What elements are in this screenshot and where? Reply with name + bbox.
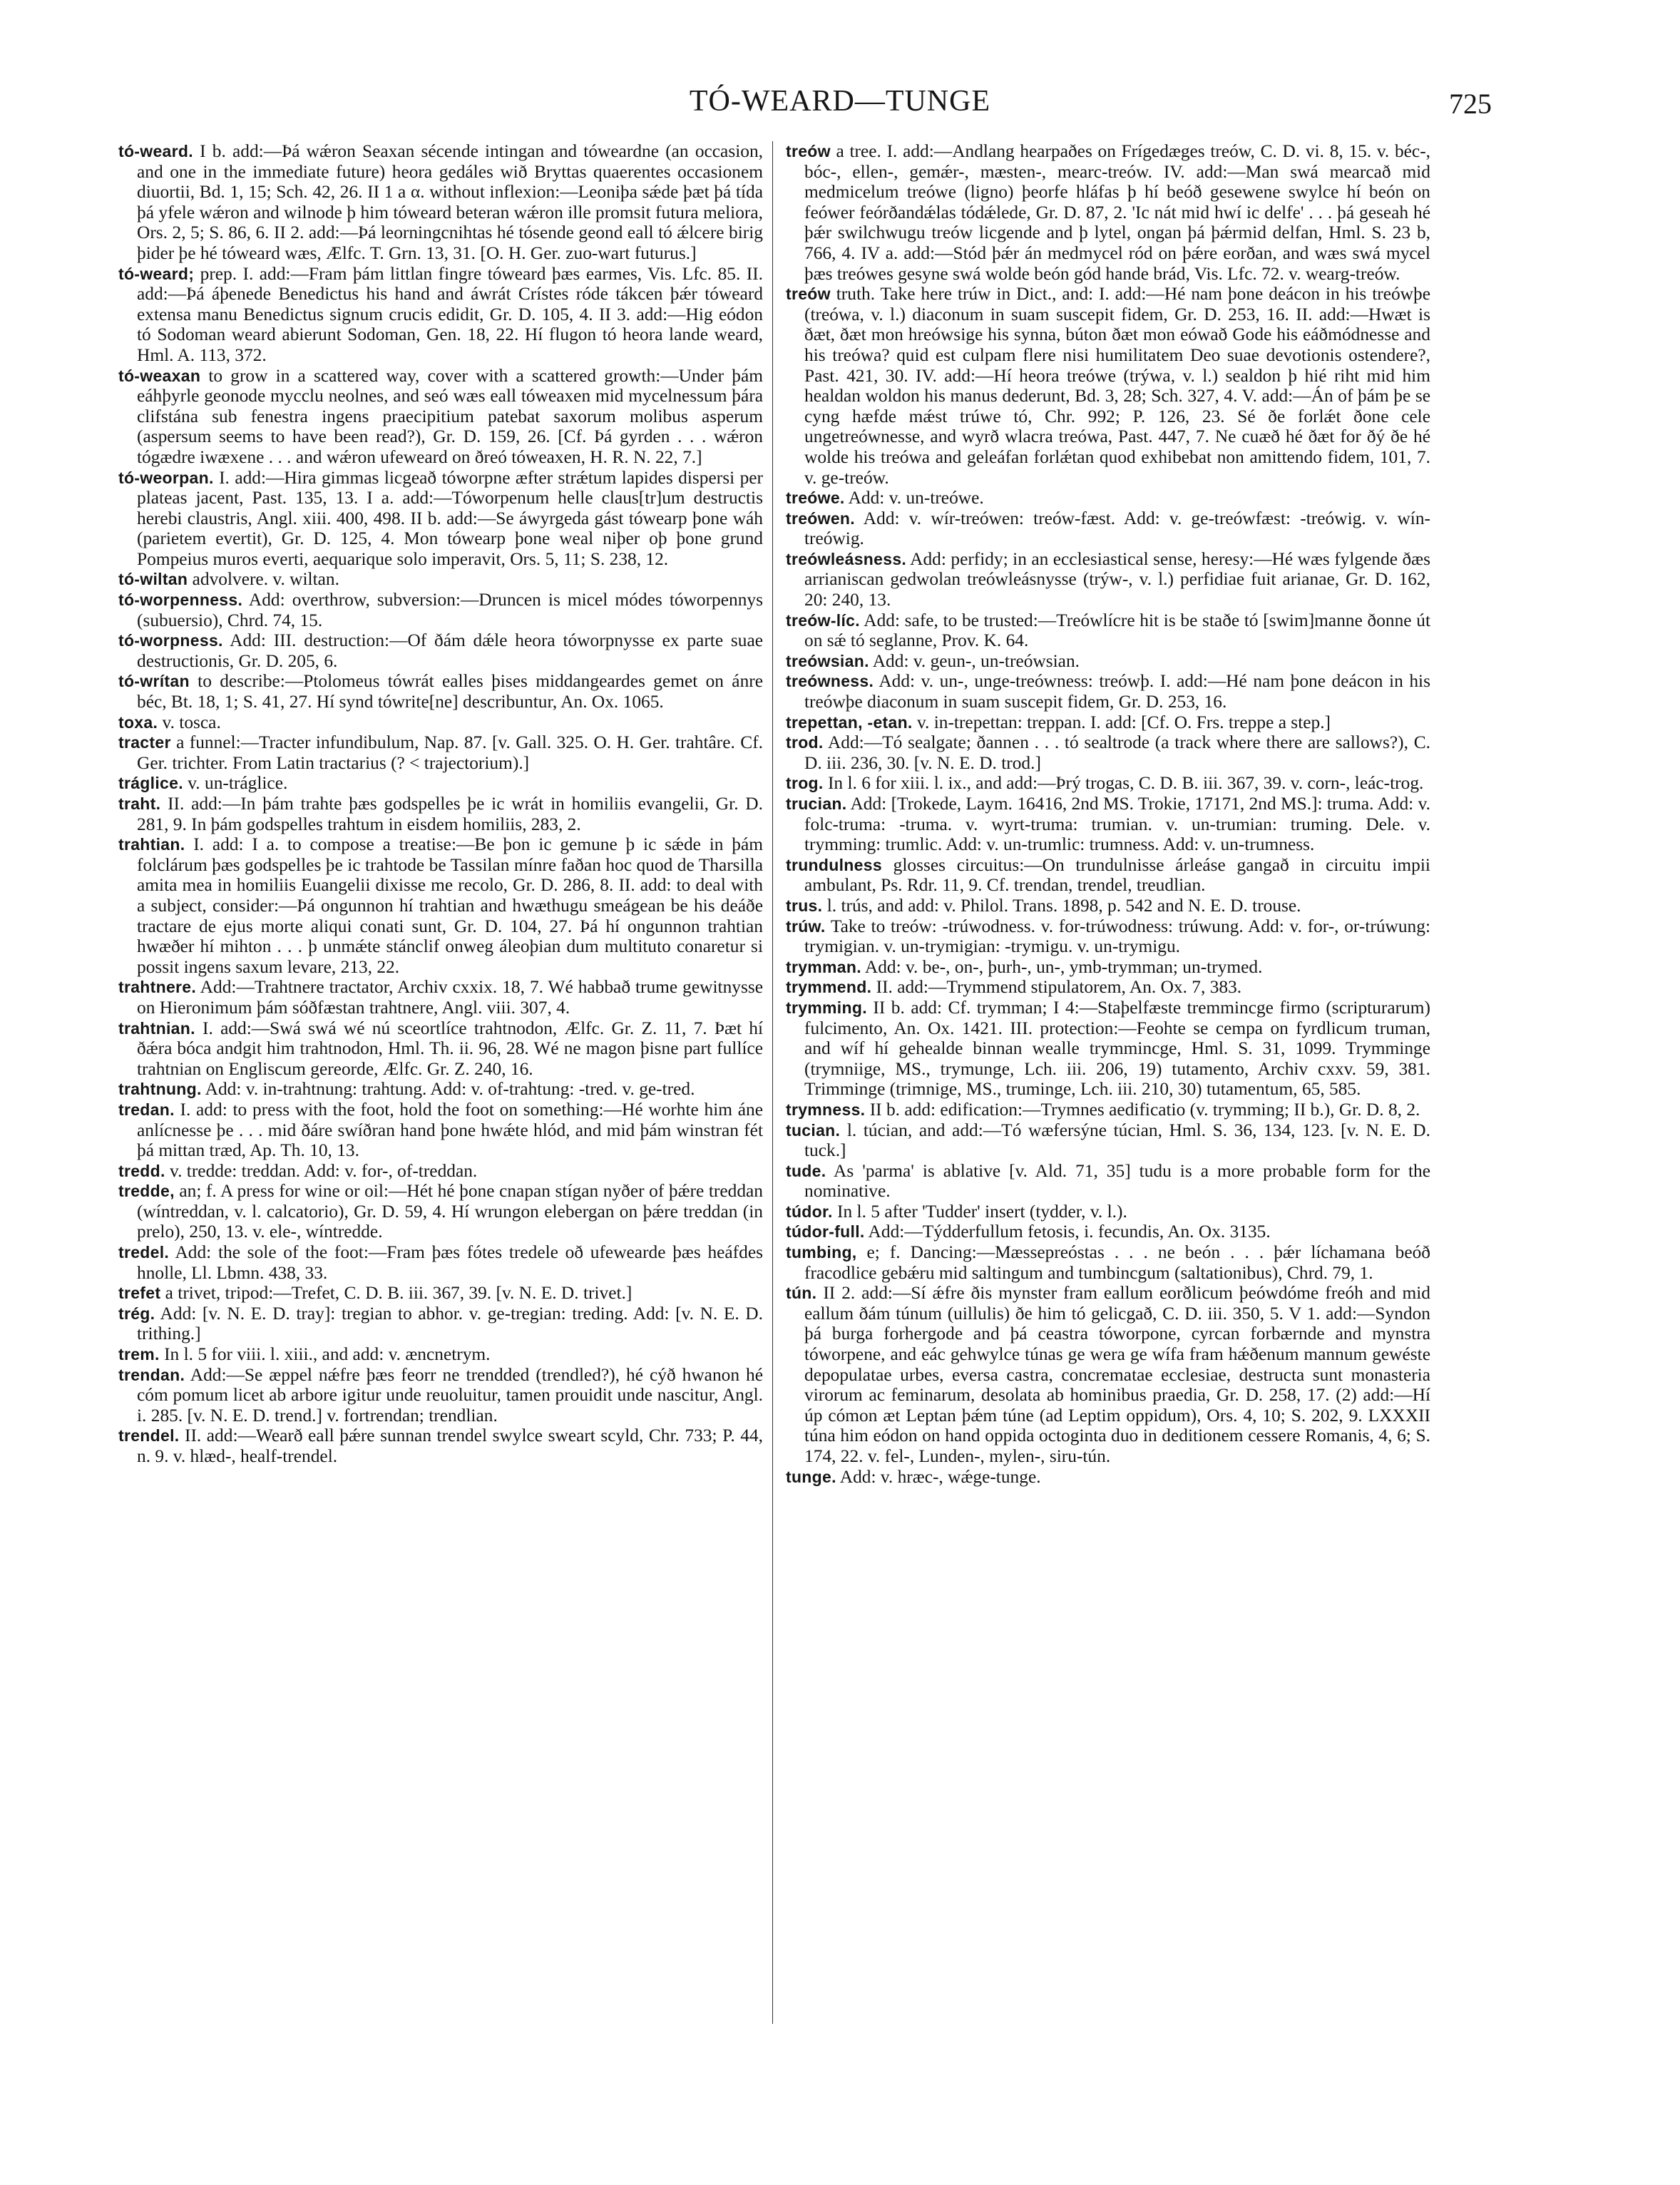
entry-headword: tún. (786, 1284, 817, 1303)
dictionary-entry (118, 630, 763, 671)
dictionary-entry (786, 651, 1430, 672)
entry-text: II. add:—In þám trahte þæs godspelles þe ic wrát in homiliis evangelii, Gr. D. 281, 9. In þám godspelles trahtum in eisdem homiliis, 283, 2. (137, 794, 763, 834)
entry-text: Add: [v. N. E. D. tray]: tregian to abhor. v. ge-tregian: treding. Add: [v. N. E. D. trithing.] (137, 1303, 763, 1344)
entry-headword: treówness. (786, 672, 874, 691)
entry-headword: trymming. (786, 998, 867, 1017)
entry-headword: túdor. (786, 1202, 833, 1221)
entry-text: As 'parma' is ablative [v. Ald. 71, 35] tudu is a more probable form for the nominative. (804, 1160, 1430, 1202)
dictionary-entry (118, 590, 763, 630)
dictionary-entry (786, 508, 1430, 549)
entry-text: l. túcian, and add:—Tó wæfersýne túcian, Hml. S. 36, 134, 123. [v. N. E. D. tuck.] (804, 1120, 1430, 1161)
entry-headword: tó-weard. (118, 142, 193, 160)
entry-headword: trendel. (118, 1426, 180, 1445)
dictionary-entry (786, 998, 1430, 1100)
entry-text: v. tredde: treddan. Add: v. for-, of-treddan. (165, 1160, 478, 1181)
page-header (0, 84, 1680, 127)
entry-text: II. add:—Trymmend stipulatorem, An. Ox. 7, 383. (871, 977, 1242, 998)
entry-text: Add: perfidy; in an ecclesiastical sense, heresy:—Hé wæs fylgende ðæs arrianiscan gedwolan treówleásnysse (trýw-, v. l.) perfidiae fuit arianae, Gr. D. 162, 20: 240, 13. (804, 548, 1430, 610)
entry-text: Add:—Tó sealgate; ðannen . . . tó sealtrode (a track where there are sallows?), C. D. iii. 236, 30. [v. N. E. D. trod.] (804, 732, 1430, 773)
dictionary-entry (786, 610, 1430, 651)
entry-headword: tumbing, (786, 1243, 857, 1262)
entry-text: Add: the sole of the foot:—Fram þæs fótes tredele oð ufewearde þæs heáfdes hnolle, Ll. Lbmn. 438, 33. (137, 1242, 763, 1283)
entry-headword: tredd. (118, 1161, 165, 1180)
entry-text: Add:—Se æppel nǽfre þæs feorr ne trendded (trendled?), hé cýð hwanon hé cóm pomum licet ab arbore igitur unde reuoluitur, tamen prouidit unde nascitur, Angl. i. 285. [v. N. E. D. trend.] v. fortrendan; trendlian. (137, 1364, 763, 1426)
entry-text: to describe:—Ptolomeus tówrát ealles þises middangeardes gemet on ánre béc, Bt. 18, 1; S. 41, 27. Hí synd tówrite[ne] describuntur, An. Ox. 1065. (137, 671, 763, 712)
dictionary-entry (786, 977, 1430, 998)
dictionary-entry (786, 1161, 1430, 1202)
entry-text: glosses circuitus:—On trundulnisse árleáse gangað in circuitu impii ambulant, Ps. Rdr. 11, 9. Cf. trendan, trendel, treudlian. (804, 854, 1430, 896)
entry-text: Add: safe, to be trusted:—Treówlícre hit is be staðe tó [swim]manne ðonne út on sǽ tó seglanne, Prov. K. 64. (804, 610, 1430, 651)
entry-text: Add: v. un-, unge-treówness: treówþ. I. add:—Hé nam þone deácon in his treówþe diaconum in suam suscepit fidem, Gr. D. 253, 16. (804, 671, 1430, 712)
entry-text: Add: v. un-treówe. (844, 488, 984, 508)
dictionary-entry (118, 1365, 763, 1426)
dictionary-entry (118, 141, 763, 264)
entry-headword: tó-worpness. (118, 631, 223, 650)
entry-text: a trivet, tripod:—Trefet, C. D. B. iii. 367, 39. [v. N. E. D. trivet.] (160, 1283, 632, 1304)
entry-headword: trog. (786, 774, 824, 793)
entry-headword: tó-wrítan (118, 672, 190, 691)
dictionary-entry (118, 732, 763, 773)
entry-text: II 2. add:—Sí ǽfre ðis mynster fram eallum eorðlicum þeówdóme freóh and mid eallum ðám túnum (uillulis) ðe him tó gelicgað, C. D. iii. 350, 5. V 1. add:—Syndon þá burga forhergode and þá ceastra tóworpone, cyrcan forbærnde and mynstra tóworpene, and eác gehwylce túnas ge wera ge wífa fram hǽðenum mannum gewéste depopulatae urbes, eversa castra, concrematae ecclesiae, destructa sunt monasteria virorum ac feminarum, desolata ab hominibus praedia, Gr. D. 258, 17. (2) add:—Hí úp cómon æt Leptan þǽm túne (ad Leptim oppidum), Ors. 4, 10; S. 202, 9. LXXXII túna him eódon on hand oppida octoginta duo in deditionem cessere Romanis, 4, 6; S. 174, 22. v. fel-, Lunden-, mylen-, siru-tún. (804, 1283, 1430, 1466)
entry-headword: tredel. (118, 1243, 170, 1262)
entry-headword: trepettan, -etan. (786, 712, 913, 732)
entry-headword: tó-weaxan (118, 366, 201, 385)
dictionary-entry (118, 794, 763, 834)
entry-headword: tunge. (786, 1467, 836, 1486)
dictionary-entry (118, 569, 763, 590)
running-title: TÓ-WEARD—TUNGE (689, 85, 991, 118)
entry-text: Add: v. in-trahtnung: trahtung. Add: v. of-trahtung: -tred. v. ge-tred. (201, 1079, 695, 1100)
dictionary-entry (786, 794, 1430, 855)
entry-text: In l. 5 for viii. l. xiii., and add: v. æncnetrym. (159, 1344, 491, 1365)
entry-headword: trus. (786, 896, 823, 915)
entry-text: truth. Take here trúw in Dict., and: I. add:—Hé nam þone deácon in his treówþe (treówa, v. l.) diaconum in suam suscepit fidem, Gr. D. 253, 16. II. add:—Hwæt is ðæt, ðæt mon hreówsige his synna, búton ðæt mon eówað Gode his eáðmódnesse and his treówa? quid est culpam flere nisi humilitatem Deo suae devotionis ostendere?, Past. 421, 30. IV. add:—Hí heora treówe (trýwa, v. l.) sealdon þ hié riht mid him healdan woldon his manus dederunt, Bd. 3, 28; Sch. 327, 4. V. add:—Án of þám þe se cyng hæfde mǽst trúwe tó, Chr. 992; P. 126, 23. Sé ðe forlǽt ðone cele ungetreównesse, and wyrð wlacra treówa, Past. 447, 7. Ne cuæð hé ðæt for ðý ðe hé wolde his treówa and geleáfan forlǽtan quod exhibebat non amittendo fidem, 101, 7. v. ge-treów. (804, 284, 1430, 488)
entry-text: I. add: to press with the foot, hold the foot on something:—Hé worhte him áne anlícnesse þe . . . mid ðáre swíðran hand þone hwǽte hlód, and mid þám winstran fét þá mittan træd, Ap. Th. 10, 13. (137, 1099, 763, 1161)
dictionary-entry (786, 549, 1430, 610)
entry-text: II b. add: edification:—Trymnes aedificatio (v. trymming; II b.), Gr. D. 8, 2. (865, 1099, 1420, 1120)
dictionary-entry (786, 1467, 1430, 1488)
entry-headword: trymness. (786, 1100, 866, 1119)
entry-text: I b. add:—Þá wǽron Seaxan sécende intingan and tóweardne (an occasion, and one in the immediate future) heora gedáles wið Bryttas quaerentes occasionem diuortii, Bd. 1, 15; Sch. 42, 26. II 1 a α. without inflexion:—Leoniþa sǽde þæt þá tída þá yfele wǽron and wilnode þ him tóweard beteran wǽron ille promsit futura meliora, Ors. 2, 5; S. 86, 6. II 2. add:—Þá leorningcnihtas hé tósende geond eall tó ǽlcere birig þider þe hé tóweard wæs, Ælfc. T. Grn. 13, 31. [O. H. Ger. zuo-wart futurus.] (137, 141, 763, 263)
entry-headword: trég. (118, 1304, 155, 1323)
entry-headword: treów (786, 285, 831, 304)
entry-headword: tracter (118, 733, 171, 752)
entry-text: Take to treów: -trúwodness. v. for-trúwodness: trúwung. Add: v. for-, or-trúwung: trymigian. v. un-trymigian: -trymigu. v. un-trymigu. (804, 916, 1430, 957)
entry-text: advolvere. v. wiltan. (188, 569, 339, 590)
dictionary-entry (118, 1242, 763, 1283)
entry-headword: trahtnung. (118, 1080, 202, 1099)
dictionary-entry (118, 1181, 763, 1242)
entry-headword: trúw. (786, 916, 826, 936)
dictionary-entry (786, 488, 1430, 508)
entry-headword: treów (786, 142, 831, 160)
entry-text: e; f. Dancing:—Mæssepreóstas . . . ne beón . . . þǽr líchamana beóð fracodlice gebǽru mid saltingum and tumbincgum (saltationibus), Chrd. 79, 1. (804, 1242, 1430, 1283)
page-number: 725 (1449, 88, 1492, 120)
entry-text: II. add:—Wearð eall þǽre sunnan trendel swylce sweart scyld, Chr. 733; P. 44, n. 9. v. hlæd-, healf-trendel. (137, 1426, 763, 1466)
dictionary-entry (786, 773, 1430, 794)
dictionary-entry (786, 1120, 1430, 1161)
entry-headword: treówleásness. (786, 549, 907, 568)
dictionary-entry (118, 1426, 763, 1466)
entry-text: to grow in a scattered way, cover with a scattered growth:—Under þám eáhþyrle geonode mycclu neolnes, and seó wæs eall tóweaxen mid mycelnessum þára clifstána sub fenestra ingens praecipitium patebat saxorum molibus asperum (aspersum seems to have been read?), Gr. D. 159, 26. [Cf. Þá gyrden . . . wǽron tógædre iwæxene . . . and wǽron ufeweard on ðreó tóweaxen, H. R. N. 22, 7.] (137, 365, 763, 467)
entry-text: v. in-trepettan: treppan. I. add: [Cf. O. Frs. treppe a step.] (912, 712, 1331, 732)
dictionary-entry (118, 264, 763, 366)
entry-text: Add: v. be-, on-, þurh-, un-, ymb-trymman; un-trymed. (861, 956, 1263, 977)
dictionary-entry (786, 1242, 1430, 1283)
entry-headword: trahtnere. (118, 978, 197, 997)
dictionary-entry (786, 855, 1430, 896)
entry-headword: trem. (118, 1345, 160, 1364)
entry-text: an; f. A press for wine or oil:—Hét hé þone cnapan stígan nyðer of þǽre treddan (wíntreddan, v. l. calcatorio), Gr. D. 59, 4. Hí wrungon elebergan on þǽre treddan (in prelo), 250, 13. v. ele-, wíntredde. (137, 1181, 763, 1242)
dictionary-entry (118, 834, 763, 977)
entry-headword: treów-líc. (786, 610, 860, 630)
entry-headword: tucian. (786, 1120, 841, 1140)
entry-text: a funnel:—Tracter infundibulum, Nap. 87. [v. Gall. 325. O. H. Ger. trahtâre. Cf. Ger. trichter. From Latin tractarius (? < trajectorium).] (137, 732, 763, 773)
right-column (786, 141, 1430, 2067)
entry-text: l. trús, and add: v. Philol. Trans. 1898, p. 542 and N. E. D. trouse. (822, 895, 1301, 916)
dictionary-entry (786, 671, 1430, 712)
dictionary-entry (786, 732, 1430, 773)
dictionary-entry (118, 977, 763, 1018)
dictionary-entry (786, 284, 1430, 488)
dictionary-entry (118, 712, 763, 733)
dictionary-entry (118, 1018, 763, 1080)
entry-text: v. tosca. (158, 712, 221, 732)
dictionary-entry (786, 1100, 1430, 1120)
entry-headword: traht. (118, 794, 161, 813)
entry-headword: trundulness (786, 855, 882, 874)
entry-text: Add: overthrow, subversion:—Druncen is micel módes tóworpennys (subuersio), Chrd. 74, 15. (137, 590, 763, 630)
entry-text: In l. 5 after 'Tudder' insert (tydder, v. l.). (832, 1201, 1127, 1222)
entry-headword: treówen. (786, 508, 855, 528)
entry-headword: tó-weorpan. (118, 468, 214, 487)
left-column (118, 141, 763, 2067)
dictionary-entry (118, 1304, 763, 1344)
entry-headword: trod. (786, 733, 824, 752)
entry-text: prep. I. add:—Fram þám littlan fingre tóweard þæs earmes, Vis. Lfc. 85. II. add:—Þá áþenede Benedictus his hand and áwrát Crístes róde tákcen þǽr tóweard extensa manu Benedictus signum crucis edidit, Gr. D. 105, 4. II 3. add:—Hig eódon tó Sodoman weard abierunt Sodoman, Gen. 18, 22. Hí flugon tó heora lande weard, Hml. A. 113, 372. (137, 263, 763, 365)
entry-headword: tó-worpenness. (118, 590, 243, 610)
entry-headword: toxa. (118, 712, 158, 732)
entry-headword: trahtian. (118, 835, 185, 854)
dictionary-entry (118, 468, 763, 570)
entry-headword: tredan. (118, 1100, 175, 1119)
entry-text: Add:—Týdderfullum fetosis, i. fecundis, An. Ox. 3135. (864, 1222, 1271, 1242)
entry-text: Add: v. wír-treówen: treów-fæst. Add: v. ge-treówfæst: -treówig. v. wín-treówig. (804, 508, 1430, 549)
column-divider (772, 141, 773, 2024)
entry-headword: trymmend. (786, 978, 872, 997)
entry-text: In l. 6 for xiii. l. ix., and add:—Þrý trogas, C. D. B. iii. 367, 39. v. corn-, leác-trog. (823, 773, 1424, 794)
entry-text: I. add:—Swá swá wé nú sceortlíce trahtnodon, Ælfc. Gr. Z. 11, 7. Þæt hí ðǽra bóca andgit him trahtnodon, Hml. Th. ii. 96, 28. Wé ne magon þisne part fullíce trahtnian on Engliscum gereorde, Ælfc. Gr. Z. 240, 16. (137, 1018, 763, 1079)
entry-text: a tree. I. add:—Andlang hearpaðes on Frígedæges treów, C. D. vi. 8, 15. v. béc-, bóc-, ellen-, gemǽr-, mæsten-, mearc-treów. IV. add:—Man swá mearcað mid medmicelum treówe (ligno) þeorfe hláfas þ hí beóð gesewene swylce hí beón on feówer feórðandǽlas tódǽlede, Gr. D. 87, 2. 'Ic nát mid hwí ic delfe' . . . þá geseah hé þǽr swilchwugu treów licgende and þ lytel, ongan þá þǽrmid delfan, Hml. S. 23 b, 766, 4. IV a. add:—Stód þǽr án medmycel ród on þǽre eorðan, and wæs swá mycel þæs treówes gesyne swá wolde beón gód hande brád, Vis. Lfc. 72. v. wearg-treów. (804, 141, 1430, 284)
entry-text: I. add:—Hira gimmas licgeað tóworpne æfter strǽtum lapides dispersi per plateas jacent, Past. 135, 13. I a. add:—Tóworpenum helle claus[tr]um destructis herebi claustris, Angl. xiii. 400, 498. II b. add:—Se áwyrgeda gást tówearp þone wáh (parietem evertit), Gr. D. 125, 4. Mon tówearp þone weal niþer oþ þone grund Pompeius muros everti, aequarique solo imperavit, Ors. 5, 11; S. 238, 12. (137, 467, 763, 569)
entry-text: I. add: I a. to compose a treatise:—Be þon ic gemune þ ic sǽde in þám folclárum þæs godspelles þe ic trahtode be Tassilan mínre faðan hoc quod de Tharsilla amita mea in homiliis Euangelii dixisse me recolo, Gr. D. 286, 8. II. add: to deal with a subject, consider:—Þá ongunnon hí trahtian and hwæthugu smeágean be his deáðe tractare de ejus morte aliqui conati sunt, Gr. D. 104, 27. Þá hí ongunnon trahtian hwæðer hí mihton . . . þ unmǽte stánclif onweg áleoþian dum multituto conaretur si possit ingens saxum levare, 213, 22. (137, 834, 763, 977)
dictionary-entry (118, 773, 763, 794)
entry-headword: trendan. (118, 1365, 185, 1384)
entry-headword: tude. (786, 1161, 826, 1180)
entry-headword: tó-wiltan (118, 570, 188, 589)
dictionary-entry (786, 1283, 1430, 1466)
dictionary-entry (786, 916, 1430, 957)
dictionary-entry (118, 1161, 763, 1182)
entry-headword: treówe. (786, 488, 845, 508)
entry-text: Add: v. geun-, un-treówsian. (869, 650, 1080, 671)
dictionary-entry (786, 141, 1430, 284)
entry-headword: treówsian. (786, 651, 869, 670)
dictionary-entry (118, 366, 763, 468)
dictionary-entry (786, 712, 1430, 733)
entry-headword: túdor-full. (786, 1222, 865, 1242)
entry-text: Add: v. hræc-, wǽge-tunge. (836, 1466, 1041, 1487)
dictionary-entry (118, 671, 763, 712)
dictionary-entry (786, 1202, 1430, 1222)
entry-headword: tó-weard; (118, 264, 195, 283)
dictionary-entry (118, 1344, 763, 1365)
entry-text: Add: III. destruction:—Of ðám dǽle heora tóworpnysse ex parte suae destructionis, Gr. D. 205, 6. (137, 630, 763, 671)
entry-text: Add: [Trokede, Laym. 16416, 2nd MS. Trokie, 17171, 2nd MS.]: truma. Add: v. folc-truma: -truma. v. wyrt-truma: trumian. v. un-trumian: truming. Dele. v. trymming: trumlic. Add: v. un-trumlic: trumness. Add: v. un-trumness. (804, 794, 1430, 855)
dictionary-entry (118, 1283, 763, 1304)
entry-text: v. un-tráglice. (183, 773, 288, 794)
dictionary-entry (786, 957, 1430, 978)
entry-headword: trefet (118, 1284, 161, 1303)
dictionary-entry (118, 1100, 763, 1161)
entry-text: II b. add: Cf. trymman; I 4:—Staþelfæste tremmincge firmo (scripturarum) fulcimento, An. Ox. 1421. III. protection:—Feohte se cempa on fyrdlicum truman, and wíf hí gehealde binnan wealle trymmincge, Hml. S. 31, 1099. Trymminge (trymniige, MS., trymunge, Lch. iii. 206, 19) tutamento, Archiv cxxv. 59, 381. Trimminge (trimnige, MS., truminge, Lch. iii. 210, 30) tutamentum, 65, 585. (804, 997, 1430, 1100)
entry-headword: tredde, (118, 1182, 175, 1201)
dictionary-entry (118, 1079, 763, 1100)
entry-text: Add:—Trahtnere tractator, Archiv cxxix. 18, 7. Wé habbað trume gewitnysse on Hieronimum þám sóðfæstan trahtnere, Angl. viii. 307, 4. (137, 977, 763, 1018)
entry-headword: tráglice. (118, 774, 183, 793)
dictionary-entry (786, 1222, 1430, 1242)
entry-headword: trymman. (786, 957, 861, 976)
dictionary-entry (786, 896, 1430, 916)
entry-headword: trucian. (786, 794, 847, 813)
entry-headword: trahtnian. (118, 1018, 195, 1038)
